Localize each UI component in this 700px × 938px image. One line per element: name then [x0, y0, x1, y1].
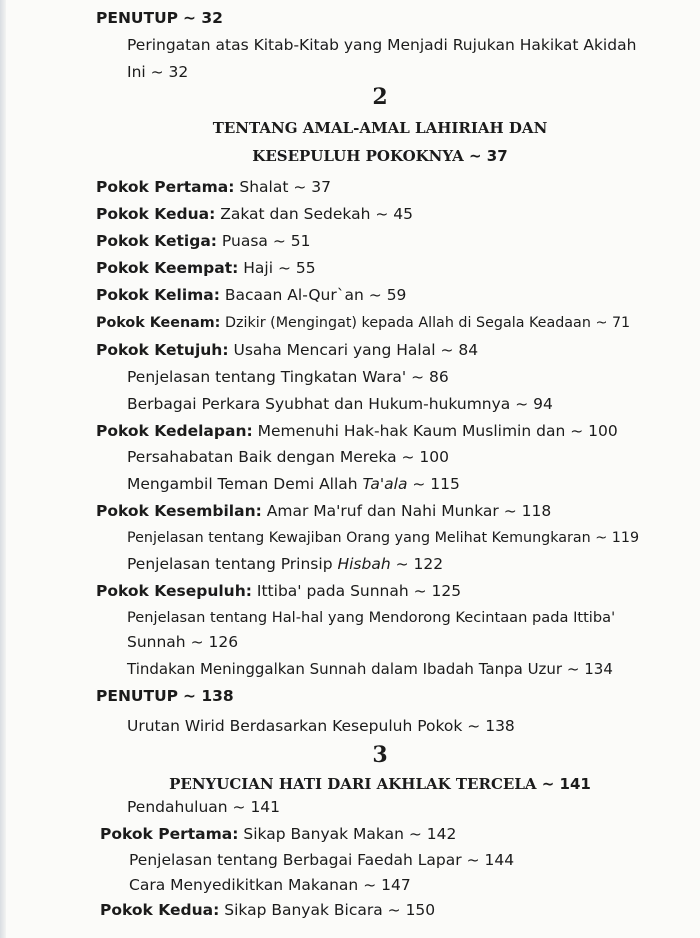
entry-page: ~ 59 [368, 286, 407, 304]
toc-subentry-line2 [127, 632, 238, 652]
subentry-page: ~ 134 [566, 660, 613, 678]
subentry-page: ~ 144 [466, 851, 515, 869]
entry-page: ~ 71 [595, 315, 631, 331]
subentry-title-italic: Hisbah [337, 555, 391, 573]
toc-item-title: Peringatan atas Kitab-Kitab yang Menjadi Rujukan Hakikat Akidah [127, 36, 637, 54]
toc-entry [96, 340, 478, 360]
toc-item-title-cont: Ini [127, 63, 146, 81]
toc-entry [96, 177, 331, 197]
subentry-page: ~ 115 [412, 475, 460, 493]
toc-entry [100, 824, 456, 844]
toc-closing-2 [96, 686, 234, 706]
toc-entry [100, 900, 435, 920]
subentry-title: Cara Menyedikitkan Makanan [129, 876, 359, 894]
page-edge [0, 0, 6, 938]
subentry-title: Persahabatan Baik dengan Mereka [127, 448, 397, 466]
entry-page: ~ 37 [293, 178, 332, 196]
entry-title: Amar Ma'ruf dan Nahi Munkar [266, 502, 499, 520]
subentry-page: ~ 94 [515, 395, 553, 413]
toc-entry [96, 581, 461, 601]
subentry-page: ~ 100 [401, 448, 450, 466]
part-number: 2 [372, 84, 388, 110]
part-title-page: ~ 37 [469, 147, 508, 165]
entry-page: ~ 142 [408, 825, 457, 843]
subentry-title: Penjelasan tentang Hal-hal yang Mendorong Kecintaan pada Ittiba' [127, 609, 616, 626]
entry-page: ~ 125 [413, 582, 462, 600]
entry-title: Puasa [221, 232, 268, 250]
entry-page: ~ 150 [387, 901, 436, 919]
part-title-text: KESEPULUH POKOKNYA [252, 147, 464, 165]
subentry-title-cont: Sunnah [127, 633, 186, 651]
toc-subentry [129, 875, 411, 895]
entry-label: Pokok Pertama: [100, 825, 239, 843]
toc-item-warning-line1 [127, 35, 636, 55]
entry-title: Memenuhi Hak-hak Kaum Muslimin dan [257, 422, 566, 440]
toc-entry [96, 313, 630, 333]
entry-label: Pokok Kedelapan: [96, 422, 253, 440]
subentry-page: ~ 138 [467, 717, 515, 735]
toc-entry [96, 421, 618, 441]
toc-subentry [127, 659, 613, 679]
entry-page: ~ 55 [278, 259, 316, 277]
toc-entry [96, 231, 310, 251]
entry-title: Sikap Banyak Bicara [224, 901, 383, 919]
subentry-title: Penjelasan tentang Berbagai Faedah Lapar [129, 851, 462, 869]
subentry-title: Pendahuluan [127, 798, 228, 816]
entry-page: ~ 51 [272, 232, 311, 250]
subentry-title: Urutan Wirid Berdasarkan Kesepuluh Pokok [127, 717, 463, 735]
subentry-title: Berbagai Perkara Syubhat dan Hukum-hukumnya [127, 395, 511, 413]
entry-page: ~ 84 [440, 341, 479, 359]
subentry-title: Penjelasan tentang Tingkatan Wara' [127, 368, 407, 386]
entry-label: Pokok Keenam: [96, 315, 221, 331]
entry-title: Shalat [239, 178, 289, 196]
subentry-title: Penjelasan tentang Kewajiban Orang yang Melihat Kemungkaran [127, 530, 591, 546]
subentry-page: ~ 86 [411, 368, 449, 386]
part-number: 3 [372, 742, 388, 768]
entry-label: Pokok Kedua: [96, 205, 216, 223]
entry-title: Usaha Mencari yang Halal [233, 341, 436, 359]
entry-label: Pokok Kesepuluh: [96, 582, 252, 600]
subentry-page: ~ 141 [232, 798, 281, 816]
part-title [0, 775, 700, 793]
entry-label: Pokok Kedua: [100, 901, 220, 919]
entry-title: Sikap Banyak Makan [243, 825, 404, 843]
part-title-line1: TENTANG AMAL-AMAL LAHIRIAH DAN [212, 119, 548, 137]
closing-label: PENUTUP [96, 9, 179, 27]
subentry-title: Mengambil Teman Demi Allah [127, 475, 358, 493]
entry-page: ~ 118 [503, 502, 552, 520]
entry-label: Pokok Pertama: [96, 178, 235, 196]
subentry-page: ~ 122 [395, 555, 444, 573]
toc-entry [96, 285, 406, 305]
entry-title: Zakat dan Sedekah [220, 205, 371, 223]
toc-subentry [127, 447, 449, 467]
subentry-page: ~ 126 [190, 633, 239, 651]
entry-title: Ittiba' pada Sunnah [256, 582, 409, 600]
toc-subentry [129, 850, 514, 870]
part-title-page: ~ 141 [541, 775, 591, 793]
closing-page: ~ 138 [182, 687, 234, 705]
toc-subentry [127, 716, 515, 736]
entry-title: Haji [243, 259, 274, 277]
entry-title: Bacaan Al-Qur`an [224, 286, 364, 304]
entry-label: Pokok Kesembilan: [96, 502, 262, 520]
toc-item-page: ~ 32 [150, 63, 189, 81]
toc-item-warning-line2 [127, 62, 188, 82]
entry-page: ~ 100 [570, 422, 618, 440]
closing-label: PENUTUP [96, 687, 179, 705]
toc-subentry [127, 528, 639, 548]
toc-subentry-line1 [127, 608, 615, 628]
toc-closing-1 [96, 8, 223, 28]
closing-page: ~ 32 [182, 9, 223, 27]
entry-title: Dzikir (Mengingat) kepada Allah di Segala Keadaan [224, 315, 591, 331]
toc-entry [96, 258, 316, 278]
part-title-line2 [0, 147, 700, 165]
toc-subentry [127, 554, 443, 574]
entry-label: Pokok Ketujuh: [96, 341, 229, 359]
entry-page: ~ 45 [375, 205, 413, 223]
subentry-title-italic: Ta'ala [362, 475, 408, 493]
subentry-title: Tindakan Meninggalkan Sunnah dalam Ibadah Tanpa Uzur [127, 660, 563, 678]
toc-subentry [127, 797, 280, 817]
entry-label: Pokok Kelima: [96, 286, 220, 304]
entry-label: Pokok Ketiga: [96, 232, 217, 250]
subentry-title: Penjelasan tentang Prinsip [127, 555, 333, 573]
subentry-page: ~ 147 [363, 876, 411, 894]
toc-subentry [127, 394, 553, 414]
part-title-text: PENYUCIAN HATI DARI AKHLAK TERCELA [169, 775, 537, 793]
toc-entry [96, 204, 413, 224]
toc-subentry [127, 367, 449, 387]
toc-entry [96, 501, 551, 521]
subentry-page: ~ 119 [595, 530, 640, 546]
entry-label: Pokok Keempat: [96, 259, 239, 277]
toc-subentry [127, 474, 460, 494]
